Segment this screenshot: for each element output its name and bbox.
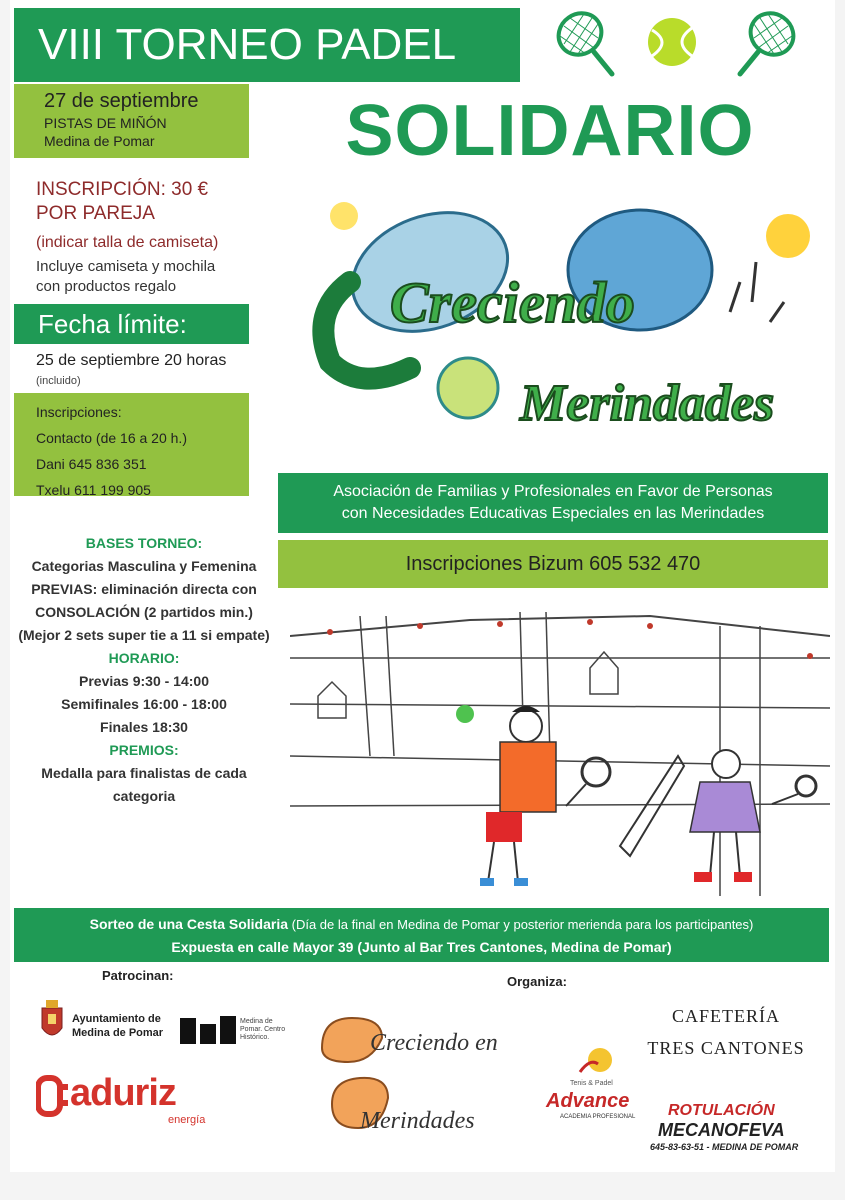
town-coat-of-arms-icon [38,998,66,1044]
town-hall-line-2: Medina de Pomar [72,1027,164,1039]
creciendo-en-text: Creciendo en [370,1030,498,1056]
rules-heading: PREMIOS: [109,742,179,758]
tournament-title: VIII TORNEO PADEL [14,8,520,82]
rules-heading: BASES TORNEO: [85,535,203,551]
raffle-banner [14,908,829,962]
medina-centro-historico-logo [180,1014,238,1044]
rules-line: categoria [112,788,176,804]
cafeteria-line-1: CAFETERÍA [672,1006,780,1026]
rules-line: Medalla para finalistas de cada [41,765,247,781]
contact-line: Contacto (de 16 a 20 h.) [36,430,187,446]
padel-racket-icon [732,8,802,80]
town-hall-line-1: Ayuntamiento de [72,1013,161,1025]
advance-logo-text: Advance [546,1090,630,1112]
deadline-label: Fecha límite: [14,304,249,344]
contact-line: Dani 645 836 351 [36,456,147,472]
includes-line-2: con productos regalo [36,278,177,295]
price-line-2: POR PAREJA [36,203,155,224]
town-hall-logo [72,1012,163,1040]
aduriz-brand: aduriz [70,1072,176,1114]
association-banner [278,473,828,533]
rules-line: Semifinales 16:00 - 18:00 [61,696,227,712]
price-block [36,178,276,226]
date-box [14,84,249,158]
advance-subtitle: ACADEMIA PROFESIONAL [560,1114,636,1120]
solidario-heading: SOLIDARIO [345,91,755,171]
cafeteria-line-2: TRES CANTONES [647,1038,805,1058]
rules-heading: HORARIO: [108,650,180,666]
rotulacion-text: ROTULACIÓN [668,1102,775,1119]
rules-line: (Mejor 2 sets super tie a 11 si empate) [18,627,270,643]
mecanofeva-text: MECANOFEVA [658,1120,785,1140]
mp-line-1: Medina de [240,1018,273,1025]
deadline-note: (incluido) [36,375,81,387]
poster [10,0,835,1172]
event-venue: PISTAS DE MIÑÓN [44,115,167,131]
association-line-2: con Necesidades Educativas Especiales en las Merindades [341,505,765,522]
sponsors-heading: Patrocinan: [102,968,174,983]
mp-line-2: Pomar. Centro [240,1026,286,1033]
tournament-rules [10,532,278,808]
contact-line: Inscripciones: [36,404,122,420]
organizers-heading: Organiza: [507,974,567,989]
logo-word-merindades: Merindades [520,375,775,432]
bizum-banner: Inscripciones Bizum 605 532 470 [278,540,828,588]
size-note: (indicar talla de camiseta) [36,234,219,251]
rules-line: PREVIAS: eliminación directa con [31,581,257,597]
advance-small-text: Tenis & Padel [570,1080,613,1087]
contact-line: Txelu 611 199 905 [36,482,151,498]
padel-racket-icon [550,8,620,80]
mecanofeva-phone: 645-83-63-51 - MEDINA DE POMAR [650,1142,799,1152]
mp-line-3: Histórico. [240,1034,270,1041]
advance-ball-icon [576,1046,616,1078]
medina-centro-historico-text [240,1018,285,1042]
raffle-bold: Sorteo de una Cesta Solidaria [89,916,289,932]
includes-line-1: Incluye camiseta y mochila [36,258,216,275]
raffle-line-2: Expuesta en calle Mayor 39 (Junto al Bar Tres Cantones, Medina de Pomar) [171,939,672,955]
logo-word-creciendo: Creciendo [390,270,635,335]
rules-line: Previas 9:30 - 14:00 [79,673,209,689]
raffle-detail: (Día de la final en Medina de Pomar y posterior merienda para los participantes) [288,917,754,932]
cafeteria-logo [626,1000,826,1064]
contact-box [14,393,249,496]
aduriz-subtitle: energía [168,1114,206,1126]
raffle-line-1 [14,913,829,936]
merindades-text: Merindades [360,1108,475,1134]
deadline-date: 25 de septiembre 20 horas [36,352,227,369]
tennis-ball-icon [644,14,700,70]
rules-line: Categorias Masculina y Femenina [31,558,257,574]
children-drawing [290,596,830,902]
event-date: 27 de septiembre [44,90,199,112]
rules-line: Finales 18:30 [100,719,188,735]
creciendo-logo-artwork [290,192,820,464]
event-town: Medina de Pomar [44,133,155,149]
includes-block [36,257,276,297]
price-line-1: INSCRIPCIÓN: 30 € [36,179,209,200]
aduriz-logo-icon [36,1074,70,1118]
rules-line: CONSOLACIÓN (2 partidos min.) [35,604,253,620]
association-line-1: Asociación de Familias y Profesionales en Favor de Personas [333,483,773,500]
